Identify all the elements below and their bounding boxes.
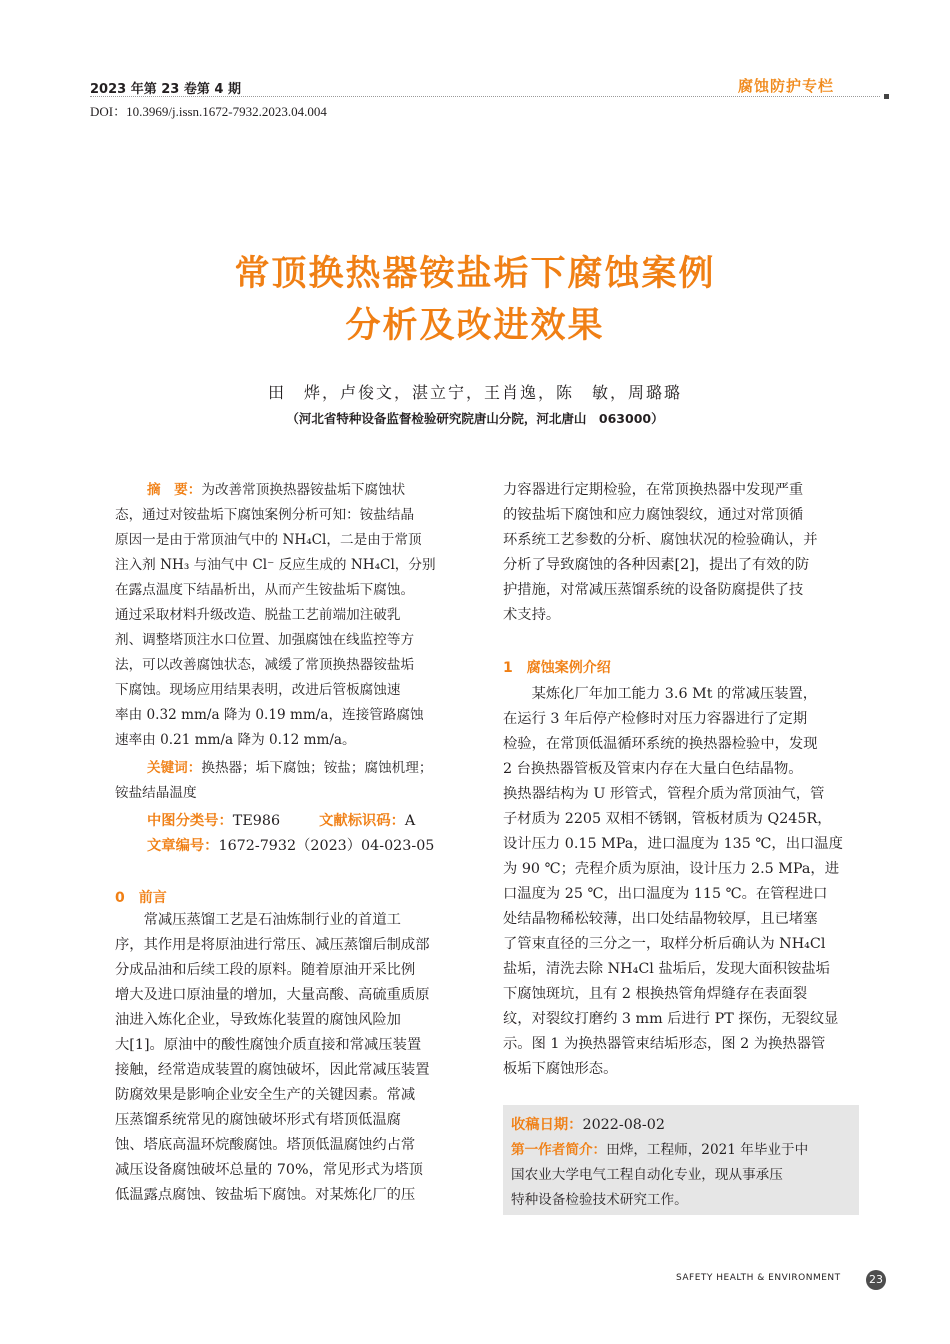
article-number bbox=[147, 836, 434, 856]
doc-code-label: 文献标识码： bbox=[319, 813, 405, 829]
abstract-line: 剂、调整塔顶注水口位置、加强腐蚀在线监控等方 bbox=[115, 632, 415, 648]
abstract-line: 法，可以改善腐蚀状态，减缓了常顶换热器铵盐垢 bbox=[115, 657, 415, 673]
abstract-line: 原因一是由于常顶油气中的 NH₄Cl，二是由于常顶 bbox=[115, 532, 422, 548]
section-0-line: 常减压蒸馏工艺是石油炼制行业的首道工 bbox=[115, 912, 401, 928]
received-value: 2022-08-02 bbox=[582, 1117, 665, 1133]
abstract-line: 通过采取材料升级改造、脱盐工艺前端加注破乳 bbox=[115, 607, 401, 623]
section-0-line: 大[1]。原油中的酸性腐蚀介质直接和常减压装置 bbox=[115, 1037, 422, 1053]
affiliation: （河北省特种设备监督检验研究院唐山分院，河北唐山 063000） bbox=[286, 411, 664, 426]
section-1-line: 换热器结构为 U 形管式，管程介质为常顶油气，管 bbox=[503, 786, 825, 802]
intro-line: 护措施，对常减压蒸馏系统的设备防腐提供了技 bbox=[503, 582, 804, 598]
section-0-line: 增大及进口原油量的增加，大量高酸、高硫重质原 bbox=[115, 987, 430, 1003]
abstract-label: 摘 要： bbox=[147, 482, 202, 498]
section-0-line: 接触，经常造成装置的腐蚀破坏，因此常减压装置 bbox=[115, 1062, 430, 1078]
received-date bbox=[511, 1115, 665, 1135]
section-1-line: 了管束直径的三分之一，取样分析后确认为 NH₄Cl bbox=[503, 936, 826, 952]
section-1-line: 盐垢，清洗去除 NH₄Cl 盐垢后，发现大面积铵盐垢 bbox=[503, 961, 830, 977]
intro-line: 术支持。 bbox=[503, 607, 561, 623]
intro-line: 力容器进行定期检验，在常顶换热器中发现严重 bbox=[503, 482, 804, 498]
abstract-first-line bbox=[147, 480, 405, 500]
section-1-line: 设计压力 0.15 MPa，进口温度为 135 ℃，出口温度 bbox=[503, 836, 843, 852]
doi: DOI：10.3969/j.issn.1672-7932.2023.04.004 bbox=[90, 104, 327, 119]
section-0-line: 防腐效果是影响企业安全生产的关键因素。常减 bbox=[115, 1087, 416, 1103]
first-author bbox=[511, 1140, 808, 1160]
title-line-1: 常顶换热器铵盐垢下腐蚀案例 bbox=[234, 253, 716, 294]
section-0-line: 序，其作用是将原油进行常压、减压蒸馏后制成部 bbox=[115, 937, 430, 953]
title-line-2: 分析及改进效果 bbox=[345, 305, 605, 346]
issue-info: 2023 年第 23 卷第 4 期 bbox=[90, 82, 241, 97]
abstract-line: 态，通过对铵盐垢下腐蚀案例分析可知：铵盐结晶 bbox=[115, 507, 415, 523]
section-1-line: 在运行 3 年后停产检修时对压力容器进行了定期 bbox=[503, 711, 808, 727]
left-column bbox=[115, 0, 475, 1344]
section-0-line: 减压设备腐蚀破坏总量的 70%，常见形式为塔顶 bbox=[115, 1162, 423, 1178]
abstract-line: 在露点温度下结晶析出，从而产生铵盐垢下腐蚀。 bbox=[115, 582, 415, 598]
keywords-line-2: 铵盐结晶温度 bbox=[115, 785, 197, 801]
section-0-line: 压蒸馏系统常见的腐蚀破坏形式有塔顶低温腐 bbox=[115, 1112, 401, 1128]
section-0-line: 低温露点腐蚀、铵盐垢下腐蚀。对某炼化厂的压 bbox=[115, 1187, 416, 1203]
column-tag: 腐蚀防护专栏 bbox=[738, 77, 835, 95]
section-1-line: 口温度为 25 ℃，出口温度为 115 ℃。在管程进口 bbox=[503, 886, 828, 902]
header-marker bbox=[884, 94, 889, 99]
section-1-line: 2 台换热器管板及管束内存在大量白色结晶物。 bbox=[503, 761, 803, 777]
keywords-label: 关键词： bbox=[147, 760, 202, 776]
article-number-value: 1672-7932（2023）04-023-05 bbox=[218, 838, 435, 854]
abstract-line: 率由 0.32 mm/a 降为 0.19 mm/a，连接管路腐蚀 bbox=[115, 707, 424, 723]
section-0-line: 蚀、塔底高温环烷酸腐蚀。塔顶低温腐蚀约占常 bbox=[115, 1137, 416, 1153]
section-0-line: 分成品油和后续工段的原料。随着原油开采比例 bbox=[115, 962, 416, 978]
intro-line: 环系统工艺参数的分析、腐蚀状况的检验确认，并 bbox=[503, 532, 818, 548]
section-0-line: 油进入炼化企业，导致炼化装置的腐蚀风险加 bbox=[115, 1012, 401, 1028]
section-1-line: 某炼化厂年加工能力 3.6 Mt 的常减压装置， bbox=[503, 686, 818, 702]
classification-line bbox=[147, 811, 415, 831]
page-number: 23 bbox=[866, 1270, 886, 1290]
clc-label: 中图分类号： bbox=[147, 813, 233, 829]
authors: 田 烨，卢俊文，湛立宁，王肖逸，陈 敏，周璐璐 bbox=[267, 383, 682, 402]
section-1-heading: 1 腐蚀案例介绍 bbox=[503, 660, 611, 676]
abstract-line: 为改善常顶换热器铵盐垢下腐蚀状 bbox=[201, 482, 406, 498]
section-1-line: 为 90 ℃；壳程介质为原油，设计压力 2.5 MPa，进 bbox=[503, 861, 839, 877]
section-1-line: 子材质为 2205 双相不锈钢，管板材质为 Q245R， bbox=[503, 811, 832, 827]
author-info-box bbox=[503, 1105, 859, 1215]
journal-name: SAFETY HEALTH & ENVIRONMENT bbox=[676, 1273, 841, 1283]
intro-line: 的铵盐垢下腐蚀和应力腐蚀裂纹，通过对常顶循 bbox=[503, 507, 804, 523]
keywords-text: 换热器；垢下腐蚀；铵盐；腐蚀机理； bbox=[201, 760, 433, 776]
section-0-heading: 0 前言 bbox=[115, 890, 167, 906]
first-author-line-3: 特种设备检验技术研究工作。 bbox=[511, 1192, 688, 1208]
article-number-label: 文章编号： bbox=[147, 838, 219, 854]
keywords bbox=[147, 758, 432, 778]
abstract-line: 注入剂 NH₃ 与油气中 Cl⁻ 反应生成的 NH₄Cl，分别 bbox=[115, 557, 436, 573]
section-1-line: 检验，在常顶低温循环系统的换热器检验中，发现 bbox=[503, 736, 818, 752]
abstract-line: 下腐蚀。现场应用结果表明，改进后管板腐蚀速 bbox=[115, 682, 401, 698]
first-author-text: 田烨，工程师，2021 年毕业于中 bbox=[606, 1142, 809, 1158]
first-author-line-2: 国农业大学电气工程自动化专业，现从事承压 bbox=[511, 1167, 783, 1183]
intro-line: 分析了导致腐蚀的各种因素[2]，提出了有效的防 bbox=[503, 557, 810, 573]
first-author-label: 第一作者简介： bbox=[511, 1142, 607, 1158]
doc-code-value: A bbox=[404, 813, 416, 829]
section-1-line: 处结晶物稀松较薄，出口处结晶物较厚，且已堵塞 bbox=[503, 911, 818, 927]
section-1-line: 纹，对裂纹打磨约 3 mm 后进行 PT 探伤，无裂纹显 bbox=[503, 1011, 839, 1027]
section-1-line: 示。图 1 为换热器管束结垢形态，图 2 为换热器管 bbox=[503, 1036, 826, 1052]
clc-value: TE986 bbox=[232, 813, 281, 829]
received-label: 收稿日期： bbox=[511, 1117, 583, 1133]
section-1-line: 板垢下腐蚀形态。 bbox=[503, 1061, 618, 1077]
section-1-line: 下腐蚀斑坑，且有 2 根换热管角焊缝存在表面裂 bbox=[503, 986, 808, 1002]
abstract-line: 速率由 0.21 mm/a 降为 0.12 mm/a。 bbox=[115, 732, 356, 748]
